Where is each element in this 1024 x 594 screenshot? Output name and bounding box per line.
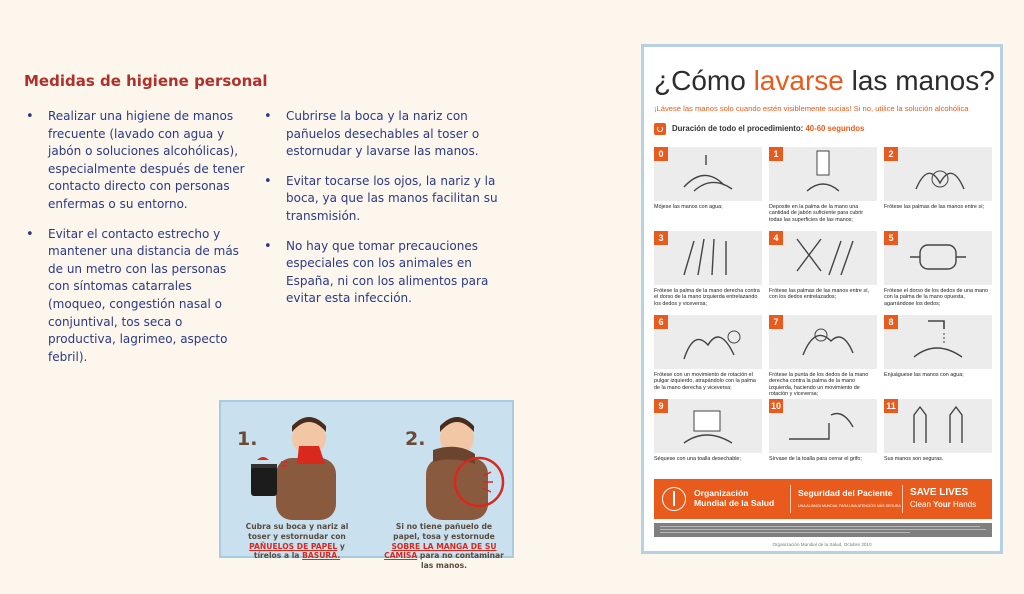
bullet-icon: •: [264, 238, 272, 254]
hands-icon: [769, 315, 877, 369]
poster-step: 10 Sírvase de la toalla para cerrar el grifo;: [769, 399, 877, 462]
poster-step: 2 Frótese las palmas de las manos entre sí;: [884, 147, 992, 210]
poster-step: 7 Frótese la punta de los dedos de la mano derecha contra la palma de la mano izquierda, haciendo un movimiento de rotación y viceversa;: [769, 315, 877, 398]
poster-footer: Organización Mundial de la Salud, Octubre 2010: [772, 542, 872, 547]
hands-step-image: 3: [654, 231, 762, 285]
list-item: [262, 173, 508, 226]
hands-icon: [654, 315, 762, 369]
clean-hands-label: Clean Your Hands: [910, 500, 977, 509]
hands-step-image: 8: [884, 315, 992, 369]
step-number-2: 2.: [405, 428, 426, 450]
section-title: Medidas de higiene personal: [24, 72, 268, 90]
faucet-icon: [884, 315, 992, 369]
bullet-icon: •: [26, 226, 34, 242]
bullet-icon: •: [264, 173, 272, 189]
who-banner: [654, 479, 992, 519]
poster-subtitle: ¡Lávese las manos solo cuando estén visiblemente sucias! Si no, utilice la solución alcohólica: [654, 104, 969, 113]
hands-step-image: 11: [884, 399, 992, 453]
save-lives-label: SAVE LIVES: [910, 487, 969, 498]
hands-icon: [884, 231, 992, 285]
list-item-text: Evitar el contacto estrecho y mantener una distancia de más de un metro con las personas con síntomas catarrales (moqueo, congestión nasal o conjuntival, tos seca o productiva, lagrimeo, aspecto febril).: [48, 226, 239, 364]
poster-step: 9 Séquese con una toalla desechable;: [654, 399, 762, 462]
bullet-icon: •: [264, 109, 272, 124]
hygiene-list-left: [24, 108, 246, 378]
list-item: [24, 226, 246, 367]
cough-caption-2: Si no tiene pañuelo de papel, tosa y estornude SOBRE LA MANGA DE SU CAMISA para no contaminar las manos.: [384, 522, 504, 571]
list-item-text: No hay que tomar precauciones especiales con los animales en España, ni con los alimentos para evitar esta infección.: [286, 238, 489, 306]
poster-step: 0 Mójese las manos con agua;: [654, 147, 762, 210]
person-1-body: [276, 458, 336, 520]
poster-step: 8 Enjuáguese las manos con agua;: [884, 315, 992, 378]
hygiene-list-right: [262, 108, 508, 320]
hands-step-image: 2: [884, 147, 992, 201]
patient-safety-sub: UNA ALIANZA MUNDIAL PARA UNA ATENCIÓN MÁS SEGURA: [798, 504, 901, 508]
poster-step: 11 Sus manos son seguras.: [884, 399, 992, 462]
poster-duration: Duración de todo el procedimiento: 40-60 segundos: [654, 123, 864, 135]
step-number-1: 1.: [237, 428, 258, 450]
poster-fine-print: [654, 523, 992, 537]
hands-icon: [654, 147, 762, 201]
patient-safety-label: Seguridad del Paciente: [798, 488, 893, 498]
hands-icon: [884, 399, 992, 453]
hands-step-image: 7: [769, 315, 877, 369]
poster-step: 4 Frótese las palmas de las manos entre sí, con los dedos entrelazados;: [769, 231, 877, 301]
hands-step-image: 4: [769, 231, 877, 285]
clock-icon: [654, 123, 666, 135]
hands-icon: [654, 231, 762, 285]
faucet-icon: [769, 399, 877, 453]
who-logo-icon: [662, 487, 686, 511]
towel-icon: [654, 399, 762, 453]
hands-step-image: 1: [769, 147, 877, 201]
poster-step: 5 Frótese el dorso de los dedos de una mano con la palma de la mano opuesta, agarrándose los dedos;: [884, 231, 992, 307]
bullet-icon: •: [26, 109, 34, 124]
list-item: [262, 238, 508, 308]
list-item-text: Realizar una higiene de manos frecuente (lavado con agua y jabón o soluciones alcohólicas), especialmente después de tener contacto directo con personas enfermas o su entorno.: [48, 109, 245, 211]
poster-step: 3 Frótese la palma de la mano derecha contra el dorso de la mano izquierda entrelazando los dedos y viceversa;: [654, 231, 762, 307]
hands-step-image: 10: [769, 399, 877, 453]
list-item: [24, 108, 246, 214]
who-handwash-poster: [641, 44, 1003, 554]
cough-caption-1: Cubra su boca y nariz al toser y estornudar con PAÑUELOS DE PAPEL y tírelos a la BASURA.: [245, 522, 349, 561]
poster-step: 6 Frótese con un movimiento de rotación el pulgar izquierdo, atrapándolo con la palma de la mano derecha y viceversa;: [654, 315, 762, 391]
hands-icon: [884, 147, 992, 201]
list-item: [262, 108, 508, 161]
who-name: Organización Mundial de la Salud: [694, 488, 775, 509]
poster-title: ¿Cómo lavarse las manos?: [654, 65, 995, 96]
hands-step-image: 5: [884, 231, 992, 285]
list-item-text: Cubrirse la boca y la nariz con pañuelos desechables al toser o estornudar y lavarse las manos.: [286, 109, 480, 159]
hands-icon: [769, 231, 877, 285]
hands-step-image: 0: [654, 147, 762, 201]
trash-bin-icon: [251, 466, 277, 496]
hands-step-image: 6: [654, 315, 762, 369]
soap-dispenser-icon: [769, 147, 877, 201]
hands-step-image: 9: [654, 399, 762, 453]
list-item-text: Evitar tocarse los ojos, la nariz y la boca, ya que las manos facilitan su transmisión.: [286, 173, 498, 223]
cough-etiquette-illustration: [219, 400, 514, 571]
poster-step: 1 Deposite en la palma de la mano una cantidad de jabón suficiente para cubrir todas las superficies de las manos;: [769, 147, 877, 223]
